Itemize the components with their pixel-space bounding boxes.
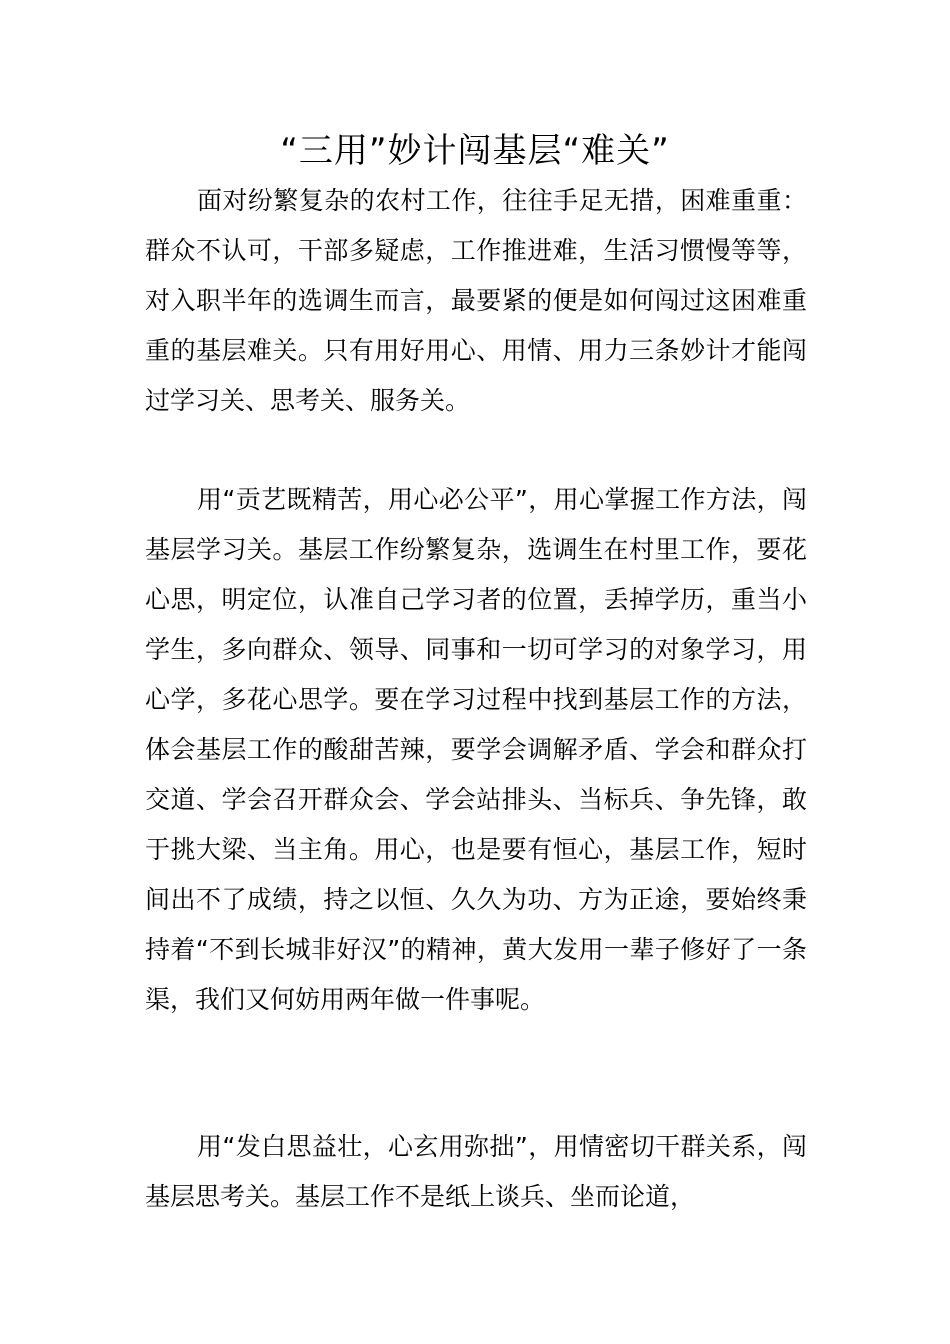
paragraph-study: 用“贡艺既精苦，用心必公平”，用心掌握工作方法，闯基层学习关。基层工作纷繁复杂，选调生在村里工作，要花心思，明定位，认准自己学习者的位置，丢掉学历，重当小学生，多向群众、领导、同事和一切可学习的对象学习，用心学，多花心思学。要在学习过程中找到基层工作的方法，体会基层工作的酸甜苦辣，要学会调解矛盾、学会和群众打交道、学会召开群众会、学会站排头、当标兵、争先锋，敢于挑大梁、当主角。用心，也是要有恒心，基层工作，短时间出不了成绩，持之以恒、久久为功、方为正途，要始终秉持着“不到长城非好汉”的精神，黄大发用一辈子修好了一条渠，我们又何妨用两年做一件事呢。	[145, 485, 807, 1014]
document-title: “三用”妙计闯基层“难关”	[280, 131, 670, 171]
paragraph-think: 用“发白思益壮，心玄用弥拙”，用情密切干群关系，闯基层思考关。基层工作不是纸上谈兵、坐而论道，	[145, 1132, 807, 1211]
paragraph-intro: 面对纷繁复杂的农村工作，往往手足无措，困难重重：群众不认可，干部多疑虑，工作推进难，生活习惯慢等等，对入职半年的选调生而言，最要紧的便是如何闯过这困难重重的基层难关。只有用好用心、用情、用力三条妙计才能闯过学习关、思考关、服务关。	[145, 186, 807, 415]
